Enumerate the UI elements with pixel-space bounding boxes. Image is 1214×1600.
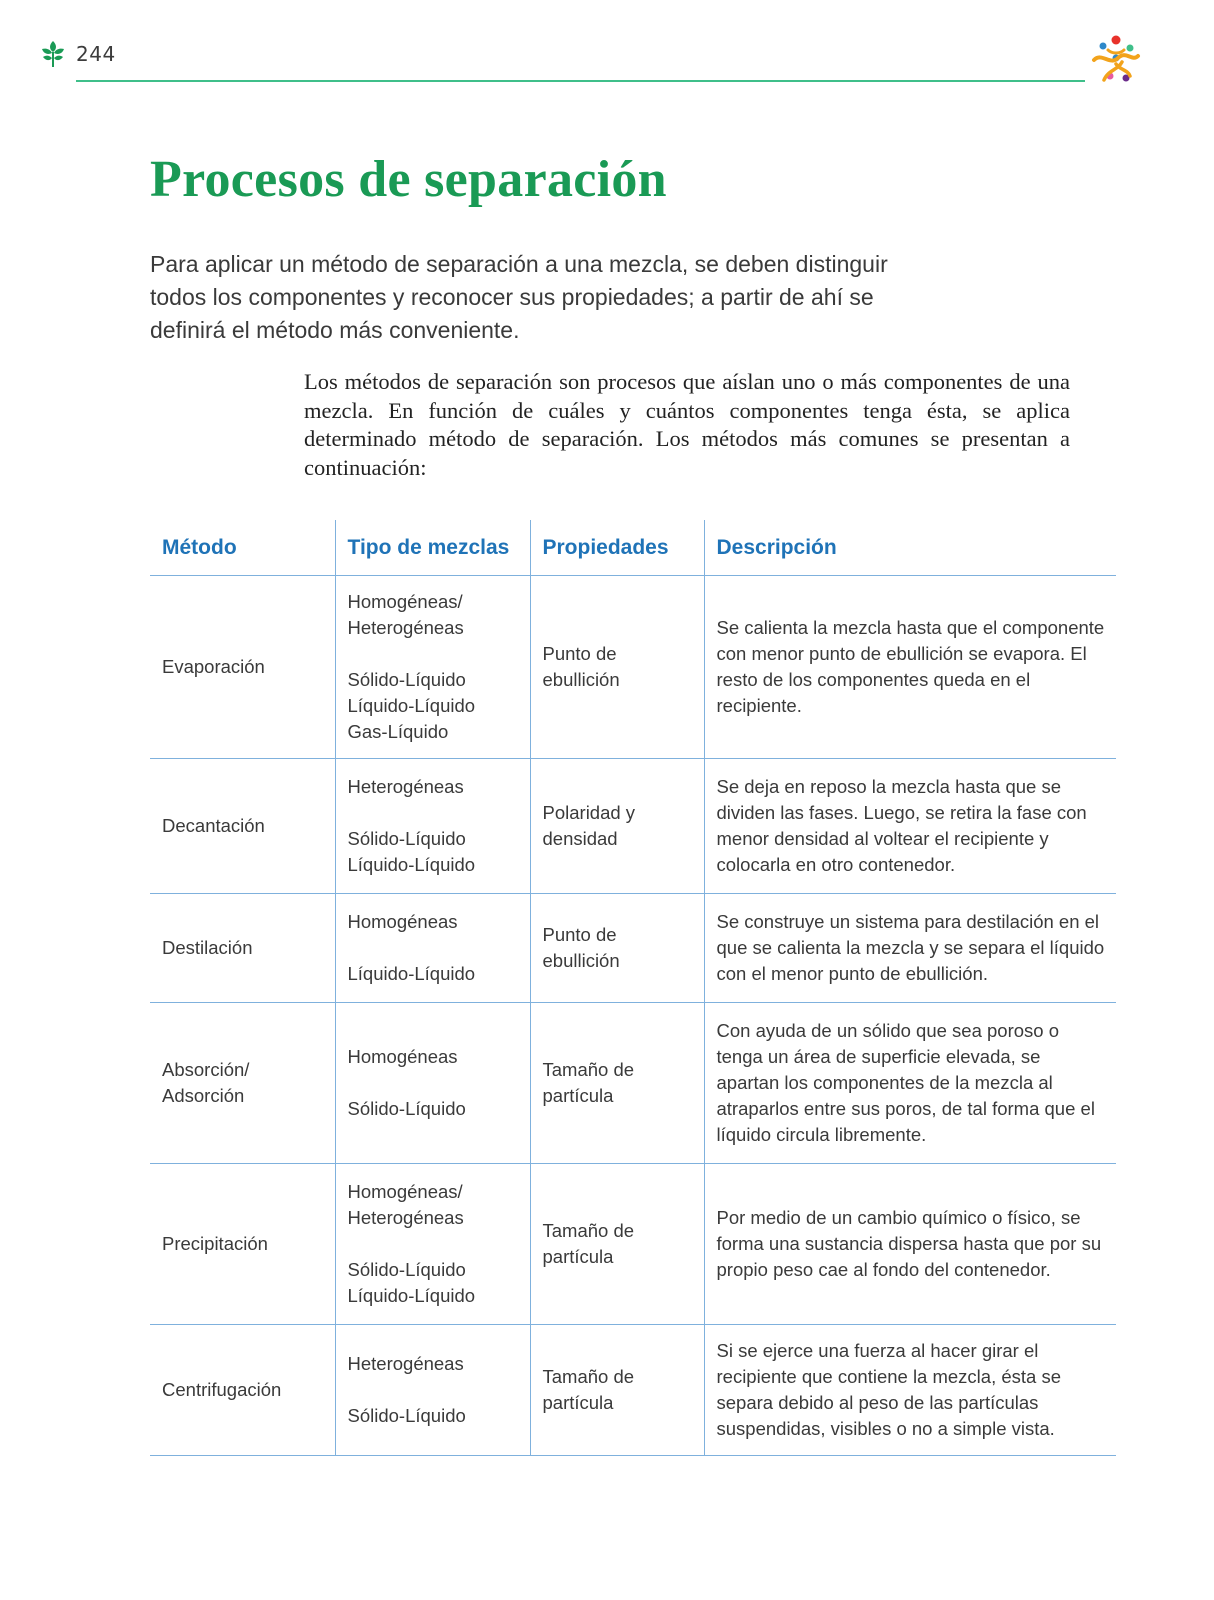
separation-methods-table — [150, 520, 1116, 1456]
property-cell: Punto de ebullición — [530, 894, 704, 1003]
mixture-type: Heterogéneas — [347, 1353, 464, 1374]
table-row — [150, 1164, 1116, 1325]
lead-paragraph: Los métodos de separación son procesos que aíslan uno o más componentes de una mezcla. En función de cuáles y cuántos componentes tenga ésta, se aplica determinado método de separación. Los métodos más comunes se presentan a continuación: — [304, 369, 1070, 480]
mixture-type-cell — [335, 1164, 530, 1325]
intro-paragraph: Para aplicar un método de separación a una mezcla, se deben distinguir todos los componentes y reconocer sus propiedades; a partir de ahí se definirá el método más conveniente. — [150, 251, 888, 343]
mixture-type-cell — [335, 894, 530, 1003]
spacer — [348, 800, 520, 826]
table-row — [150, 576, 1116, 759]
phase-combination: Sólido-Líquido — [347, 1259, 466, 1280]
phase-combination: Sólido-Líquido — [347, 1405, 466, 1426]
description-cell: Se deja en reposo la mezcla hasta que se dividen las fases. Luego, se retira la fase con menor densidad al voltear el recipiente y colocarla en otro contenedor. — [704, 759, 1116, 894]
description-cell: Se construye un sistema para destilación en el que se calienta la mezcla y se separa el líquido con el menor punto de ebullición. — [704, 894, 1116, 1003]
phase-combination: Sólido-Líquido — [347, 669, 466, 690]
property-cell: Tamaño de partícula — [530, 1325, 704, 1456]
page-title: Procesos de separación — [150, 151, 667, 208]
header-rule — [76, 80, 1085, 82]
phase-combination: Sólido-Líquido — [347, 828, 466, 849]
mixture-type-cell — [335, 1003, 530, 1164]
mixture-type: Heterogéneas — [347, 617, 464, 638]
leaf-icon — [40, 40, 66, 68]
phase-combination: Líquido-Líquido — [347, 963, 476, 984]
phase-combination: Gas-Líquido — [347, 721, 449, 742]
mixture-type-cell — [335, 1325, 530, 1456]
spacer — [348, 1231, 520, 1257]
description-cell: Por medio de un cambio químico o físico, se forma una sustancia dispersa hasta que por su propio peso cae al fondo del contenedor. — [704, 1164, 1116, 1325]
method-cell: Evaporación — [150, 576, 335, 759]
property-cell: Tamaño de partícula — [530, 1003, 704, 1164]
page-header — [0, 0, 1214, 90]
method-cell: Absorción/ Adsorción — [150, 1003, 335, 1164]
method-cell: Destilación — [150, 894, 335, 1003]
mixture-type: Heterogéneas — [347, 776, 464, 797]
method-cell: Precipitación — [150, 1164, 335, 1325]
property-cell: Tamaño de partícula — [530, 1164, 704, 1325]
description-cell: Con ayuda de un sólido que sea poroso o tenga un área de superficie elevada, se apartan los componentes de la mezcla al atraparlos entre sus poros, de tal forma que el líquido circula libremente. — [704, 1003, 1116, 1164]
method-cell: Centrifugación — [150, 1325, 335, 1456]
header-description: Descripción — [704, 520, 1116, 576]
table-row — [150, 1325, 1116, 1456]
spacer — [348, 1070, 520, 1096]
method-cell: Decantación — [150, 759, 335, 894]
header-mixture-type: Tipo de mezclas — [335, 520, 530, 576]
phase-combination: Líquido-Líquido — [347, 854, 476, 875]
mixture-type: Heterogéneas — [347, 1207, 464, 1228]
dancing-figure-logo — [1088, 32, 1144, 88]
mixture-type: Homogéneas — [347, 1046, 458, 1067]
phase-combination: Líquido-Líquido — [347, 695, 476, 716]
description-cell: Se calienta la mezcla hasta que el componente con menor punto de ebullición se evapora. El resto de los componentes queda en el recipiente. — [704, 576, 1116, 759]
header-method: Método — [150, 520, 335, 576]
table-row — [150, 759, 1116, 894]
mixture-type: Homogéneas — [347, 911, 458, 932]
mixture-type-cell — [335, 576, 530, 759]
table-header-row — [150, 520, 1116, 576]
phase-combination: Líquido-Líquido — [347, 1285, 476, 1306]
spacer — [348, 641, 520, 667]
description-cell: Si se ejerce una fuerza al hacer girar el recipiente que contiene la mezcla, ésta se separa debido al peso de las partículas suspendidas, visibles o no a simple vista. — [704, 1325, 1116, 1456]
phase-combination: Sólido-Líquido — [347, 1098, 466, 1119]
table-row — [150, 1003, 1116, 1164]
mixture-type: Homogéneas/ — [347, 591, 463, 612]
mixture-type: Homogéneas/ — [347, 1181, 463, 1202]
mixture-type-cell — [335, 759, 530, 894]
spacer — [348, 935, 520, 961]
table-row — [150, 894, 1116, 1003]
property-cell: Punto de ebullición — [530, 576, 704, 759]
spacer — [348, 1377, 520, 1403]
property-cell: Polaridad y densidad — [530, 759, 704, 894]
header-properties: Propiedades — [530, 520, 704, 576]
page-number: 244 — [76, 42, 116, 66]
